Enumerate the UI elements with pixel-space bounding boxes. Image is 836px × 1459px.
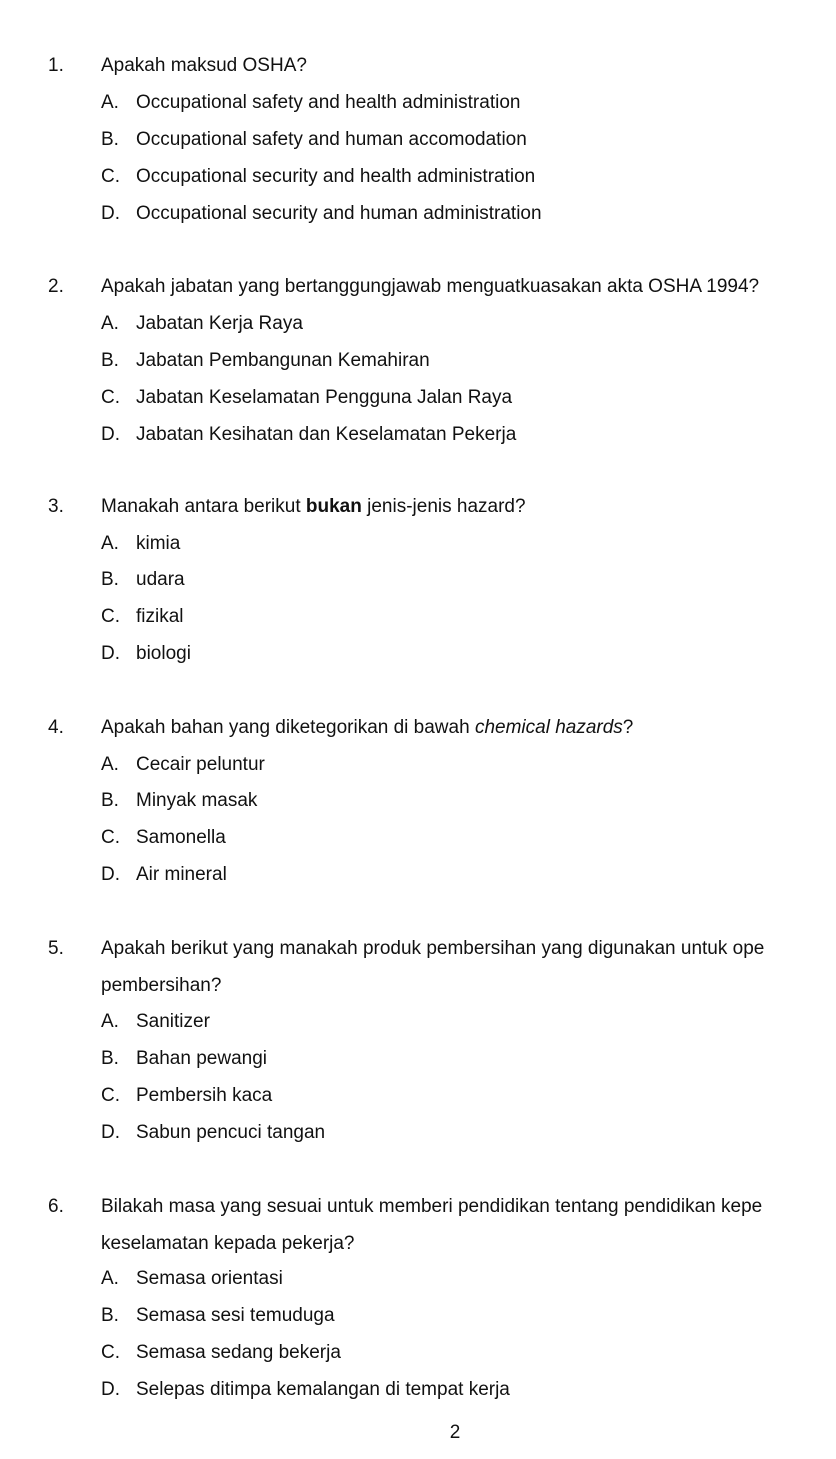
- question-emphasis: bukan: [305, 496, 362, 517]
- option-d[interactable]: [101, 642, 191, 666]
- option-text: Semasa sesi temuduga: [136, 1305, 335, 1326]
- page-number: 2: [449, 1422, 461, 1443]
- option-c[interactable]: [101, 165, 535, 189]
- question-number: 2.: [48, 276, 64, 297]
- option-text: Sanitizer: [136, 1011, 210, 1032]
- option-letter: B.: [101, 350, 119, 371]
- option-text: Samonella: [136, 827, 226, 848]
- option-text: Sabun pencuci tangan: [136, 1122, 326, 1143]
- option-letter: D.: [101, 203, 120, 224]
- option-a[interactable]: [101, 753, 265, 777]
- option-text: Occupational safety and human accomodation: [136, 129, 527, 150]
- option-text: Pembersih kaca: [136, 1085, 273, 1106]
- option-text: fizikal: [136, 606, 184, 627]
- option-text: Minyak masak: [136, 790, 258, 811]
- option-c[interactable]: [101, 1341, 341, 1365]
- option-b[interactable]: [101, 128, 527, 152]
- option-text: Jabatan Kerja Raya: [136, 313, 303, 334]
- question-text: Apakah jabatan yang bertanggungjawab menguatkuasakan akta OSHA 1994?: [101, 276, 760, 297]
- question-text: Apakah berikut yang manakah produk pembersihan yang digunakan untuk ope: [101, 938, 765, 959]
- question-text: Bilakah masa yang sesuai untuk memberi pendidikan tentang pendidikan kepe: [101, 1196, 763, 1217]
- option-letter: D.: [101, 864, 120, 885]
- question-text: Apakah maksud OSHA?: [101, 55, 307, 76]
- option-d[interactable]: [101, 1121, 325, 1145]
- question-number: 3.: [48, 496, 64, 517]
- option-b[interactable]: [101, 568, 185, 592]
- question-number: 6.: [48, 1196, 64, 1217]
- option-text: Jabatan Kesihatan dan Keselamatan Pekerja: [136, 424, 517, 445]
- option-c[interactable]: [101, 386, 512, 410]
- option-b[interactable]: [101, 1304, 335, 1328]
- question-number: 5.: [48, 938, 64, 959]
- option-letter: B.: [101, 569, 119, 590]
- option-a[interactable]: [101, 532, 180, 556]
- option-text: udara: [136, 569, 185, 590]
- option-letter: B.: [101, 129, 119, 150]
- option-letter: C.: [101, 1085, 120, 1106]
- option-letter: A.: [101, 1268, 119, 1289]
- question-text: [101, 716, 633, 740]
- option-letter: C.: [101, 166, 120, 187]
- option-text: Jabatan Pembangunan Kemahiran: [136, 350, 430, 371]
- option-letter: B.: [101, 1305, 119, 1326]
- question-italic-term: chemical hazards: [474, 717, 623, 738]
- option-text: Semasa orientasi: [136, 1268, 283, 1289]
- option-letter: D.: [101, 1122, 120, 1143]
- option-letter: A.: [101, 1011, 119, 1032]
- option-letter: B.: [101, 790, 119, 811]
- option-letter: A.: [101, 533, 119, 554]
- option-text: biologi: [136, 643, 191, 664]
- option-text: Cecair peluntur: [136, 754, 265, 775]
- option-text: Bahan pewangi: [136, 1048, 267, 1069]
- option-c[interactable]: [101, 826, 226, 850]
- option-c[interactable]: [101, 605, 184, 629]
- question-text-end: ?: [622, 717, 634, 738]
- option-text: Air mineral: [136, 864, 227, 885]
- option-text: Jabatan Keselamatan Pengguna Jalan Raya: [136, 387, 513, 408]
- option-d[interactable]: [101, 863, 227, 887]
- option-letter: A.: [101, 92, 119, 113]
- option-b[interactable]: [101, 789, 257, 813]
- option-text: kimia: [136, 533, 181, 554]
- option-letter: C.: [101, 1342, 120, 1363]
- option-a[interactable]: [101, 91, 520, 115]
- option-d[interactable]: [101, 202, 542, 226]
- question-text-continued: keselamatan kepada pekerja?: [101, 1233, 355, 1254]
- option-text: Occupational security and human administration: [136, 203, 542, 224]
- option-a[interactable]: [101, 312, 303, 336]
- option-text: Selepas ditimpa kemalangan di tempat kerja: [136, 1379, 510, 1400]
- question-text-start: Manakah antara berikut: [101, 496, 306, 517]
- option-letter: D.: [101, 643, 120, 664]
- option-letter: A.: [101, 313, 119, 334]
- question-number: 1.: [48, 55, 64, 76]
- option-letter: C.: [101, 606, 120, 627]
- option-d[interactable]: [101, 423, 516, 447]
- option-letter: D.: [101, 1379, 120, 1400]
- option-letter: D.: [101, 424, 120, 445]
- question-number: 4.: [48, 717, 64, 738]
- option-b[interactable]: [101, 349, 430, 373]
- option-letter: A.: [101, 754, 119, 775]
- option-d[interactable]: [101, 1378, 510, 1402]
- option-a[interactable]: [101, 1010, 210, 1034]
- question-text-start: Apakah bahan yang diketegorikan di bawah: [101, 717, 475, 738]
- option-text: Semasa sedang bekerja: [136, 1342, 341, 1363]
- question-text-continued: pembersihan?: [101, 975, 222, 996]
- question-text: [101, 495, 526, 519]
- option-text: Occupational security and health administration: [136, 166, 536, 187]
- option-a[interactable]: [101, 1267, 283, 1291]
- option-letter: C.: [101, 387, 120, 408]
- option-letter: B.: [101, 1048, 119, 1069]
- option-text: Occupational safety and health administration: [136, 92, 521, 113]
- question-text-end: jenis-jenis hazard?: [361, 496, 526, 517]
- option-b[interactable]: [101, 1047, 267, 1071]
- option-letter: C.: [101, 827, 120, 848]
- option-c[interactable]: [101, 1084, 272, 1108]
